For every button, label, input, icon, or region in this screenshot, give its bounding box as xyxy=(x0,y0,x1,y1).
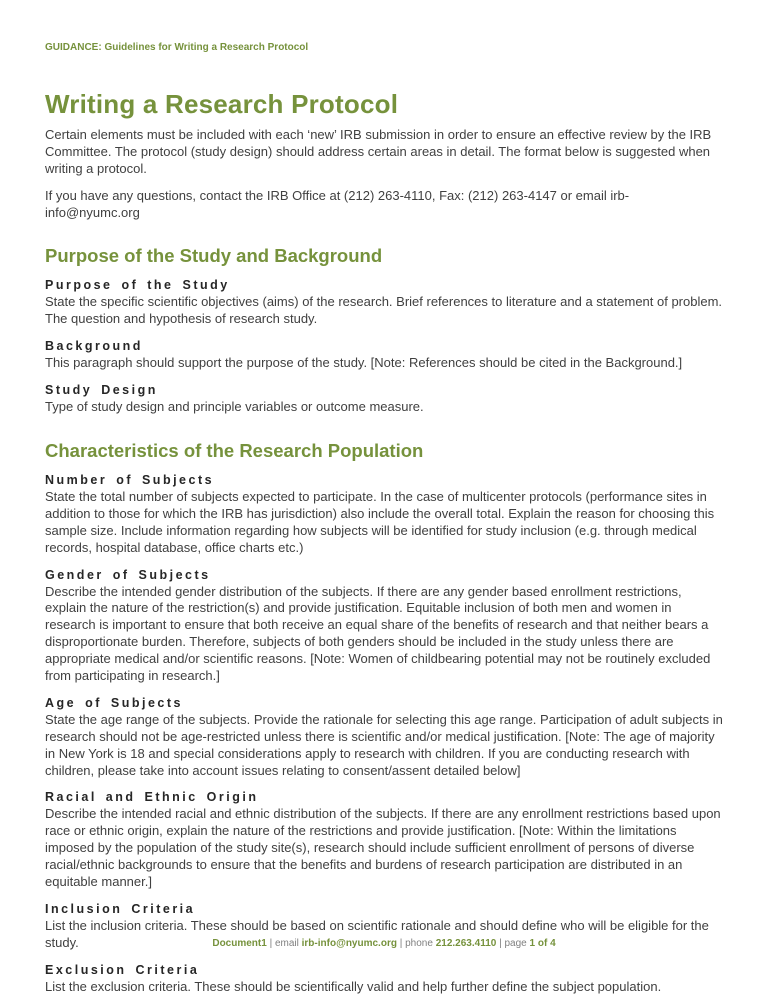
page-title: Writing a Research Protocol xyxy=(45,89,399,119)
subsection-body-study-design: Type of study design and principle variables or outcome measure. xyxy=(45,399,424,415)
subsection-title-inclusion-criteria: Inclusion Criteria xyxy=(45,901,196,916)
footer-email-label: email xyxy=(274,938,302,949)
doc-header: GUIDANCE: Guidelines for Writing a Research Protocol xyxy=(45,42,309,53)
subsection-body-inclusion-criteria: List the inclusion criteria. These should be based on scientific rationale and should define who will be eligible for the study. xyxy=(45,917,709,950)
footer-separator: | xyxy=(496,938,505,949)
footer-doc-name: Document1 xyxy=(212,938,267,949)
intro-paragraph-2: If you have any questions, contact the IRB Office at (212) 263-4110, Fax: (212) 263-4147 or email irb-info@nyumc.org xyxy=(45,187,630,220)
subsection-body-background: This paragraph should support the purpose of the study. [Note: References should be cited in the Background.] xyxy=(45,355,683,371)
footer-page-label: page xyxy=(504,938,530,949)
subsection-body-age-of-subjects: State the age range of the subjects. Provide the rationale for selecting this age range. Participation of adult subjects in research should not be age-restricted unless there is scientific and/or medical justification. [Note: The age of majority in New York is 18 and special considerations apply to research with children. If you are conducting research with children, please take into account issues relating to consent/assent detailed below] xyxy=(45,711,723,778)
subsection-title-background: Background xyxy=(45,339,143,354)
subsection-body-gender-of-subjects: Describe the intended gender distribution of the subjects. If there are any gender based enrollment restrictions, explain the nature of the restriction(s) and provide justification. Equitable inclusion of both men and women in research is important to ensure that both receive an equal share of the benefits of research and that neither bears a disproportionate burden. Therefore, subjects of both genders should be included in the study unless there are appropriate medical and/or scientific reasons. [Note: Women of childbearing potential may not be routinely excluded from participating in research.] xyxy=(45,583,711,684)
footer-email-value: irb-info@nyumc.org xyxy=(301,938,397,949)
footer-page-value: 1 of 4 xyxy=(529,938,556,949)
footer-phone-label: phone xyxy=(405,938,436,949)
subsection-body-number-of-subjects: State the total number of subjects expected to participate. In the case of multicenter protocols (performance sites in addition to those for which the IRB has jurisdiction) also include the overall total. Explain the reason for choosing this sample size. Include information regarding how subjects will be identified for study inclusion (e.g. through medical records, hospital database, office charts etc.) xyxy=(45,489,715,555)
subsection-title-exclusion-criteria: Exclusion Criteria xyxy=(45,962,200,977)
subsection-title-study-design: Study Design xyxy=(45,383,158,398)
subsection-body-purpose-of-study: State the specific scientific objectives (aims) of the research. Brief references to literature and a statement of problem. The question and hypothesis of research study. xyxy=(45,294,723,327)
section-heading-purpose: Purpose of the Study and Background xyxy=(45,245,383,267)
subsection-title-number-of-subjects: Number of Subjects xyxy=(45,473,215,488)
subsection-title-gender-of-subjects: Gender of Subjects xyxy=(45,567,211,582)
subsection-body-exclusion-criteria: List the exclusion criteria. These should be scientifically valid and help further define the subject population. xyxy=(45,978,662,994)
subsection-title-racial-ethnic-origin: Racial and Ethnic Origin xyxy=(45,790,259,805)
intro-paragraph-1: Certain elements must be included with each ‘new’ IRB submission in order to ensure an effective review by the IRB Committee. The protocol (study design) should address certain areas in detail. The format below is suggested when writing a protocol. xyxy=(45,127,712,176)
subsection-body-racial-ethnic-origin: Describe the intended racial and ethnic distribution of the subjects. If there are any enrollment restrictions based upon race or ethnic origin, explain the nature of the restrictions and provide justification. [Note: Within the limitations imposed by the population of the study site(s), research should include sufficient enrollment of persons of diverse racial/ethnic backgrounds to ensure that the benefits and burdens of research participation are distributed in an equitable manner.] xyxy=(45,806,721,890)
footer-separator: | xyxy=(266,938,275,949)
subsection-title-age-of-subjects: Age of Subjects xyxy=(45,695,183,710)
section-heading-characteristics: Characteristics of the Research Population xyxy=(45,440,424,462)
page-footer xyxy=(0,938,768,949)
subsection-title-purpose-of-study: Purpose of the Study xyxy=(45,278,230,293)
footer-separator: | xyxy=(396,938,406,949)
footer-phone-value: 212.263.4110 xyxy=(435,938,497,949)
